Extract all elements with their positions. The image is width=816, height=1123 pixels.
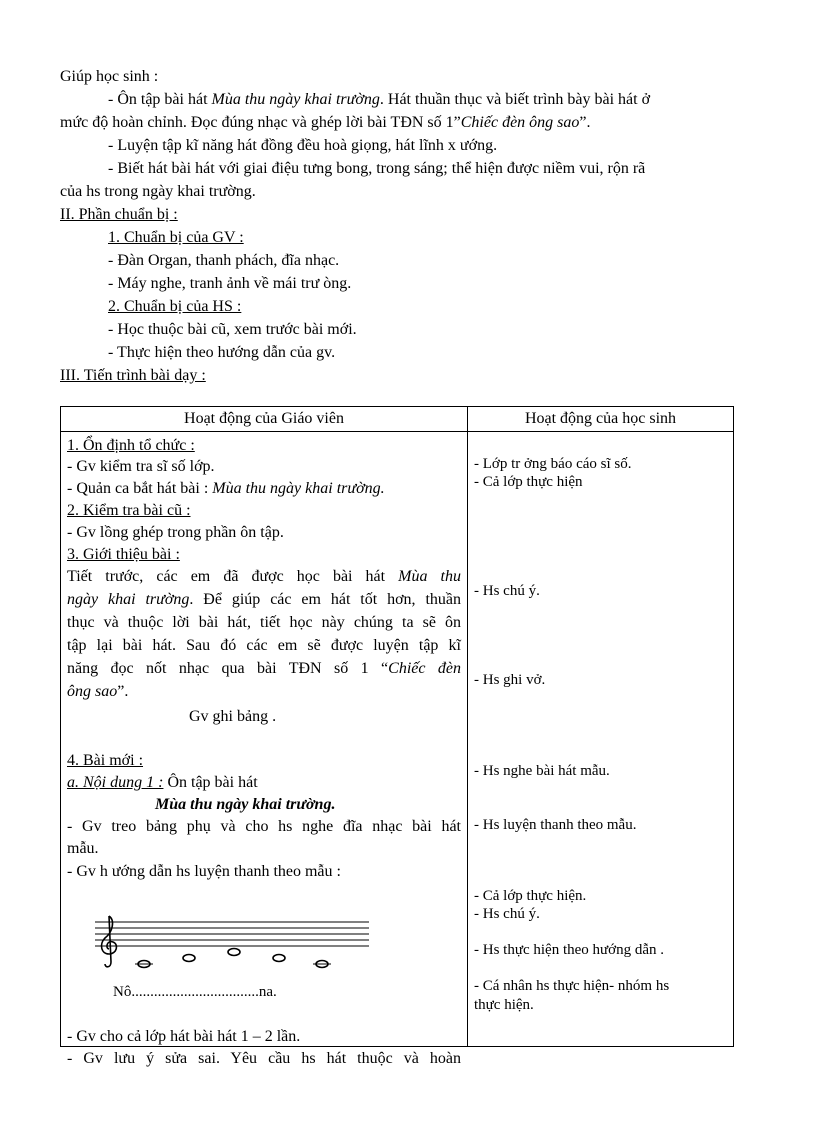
section-1-item-2-song: Mùa thu ngày khai trường.	[212, 480, 385, 497]
section-3-line-2-suffix: . Để giúp các em hát tốt hơn, thuần	[189, 591, 461, 608]
section-4-heading: 4. Bài mới :	[67, 752, 144, 769]
process-heading: III. Tiến trình bài dạy :	[60, 367, 206, 384]
section-3-paragraph-line-6	[67, 681, 128, 702]
note-3	[228, 949, 240, 956]
section-3-line-6-title: ông sao	[67, 683, 118, 700]
student-response-6: - Hs luyện thanh theo mẫu.	[474, 817, 637, 833]
lesson-activity-table	[60, 406, 734, 1067]
section-2-item-1: - Gv lồng ghép trong phần ôn tập.	[67, 524, 284, 541]
objective-1-line-2-suffix: ”.	[579, 114, 591, 131]
section-3-line-2-song: ngày khai trường	[67, 591, 190, 608]
objective-1-suffix: . Hát thuần thục và biết trình bày bài hát ở	[379, 91, 651, 108]
student-prep-item-2: - Thực hiện theo hướng dẫn của gv.	[108, 344, 336, 361]
table-header-row	[61, 407, 734, 432]
staff-lines	[95, 922, 369, 946]
prep-heading: II. Phần chuẩn bị :	[60, 206, 178, 223]
student-response-8: - Hs chú ý.	[474, 906, 540, 922]
objective-1-line-1	[108, 90, 756, 110]
staff-lyric-end: na.	[258, 984, 277, 1000]
objective-1-line-2-prefix: mức độ hoàn chỉnh. Đọc đúng nhạc và ghép lời bài TĐN số 1”	[60, 114, 461, 131]
student-prep-item-1: - Học thuộc bài cũ, xem trước bài mới.	[108, 321, 357, 338]
student-response-10: - Cá nhân hs thực hiện- nhóm hs	[474, 978, 670, 994]
section-1-item-2-prefix: - Quản ca bắt hát bài :	[67, 480, 213, 497]
vocal-warmup-staff	[91, 886, 371, 976]
staff-lyric	[113, 982, 277, 1003]
staff-notes	[135, 949, 331, 968]
content-1-label: a. Nội dung 1 :	[67, 774, 164, 791]
section-4-item-2: - Gv h ướng dẫn hs luyện thanh theo mẫu :	[67, 863, 341, 880]
student-response-4: - Hs ghi vở.	[474, 672, 546, 688]
staff-lyric-start: Nô	[113, 984, 132, 1000]
treble-clef-icon	[102, 916, 117, 967]
objective-2: - Luyện tập kĩ năng hát đồng đều hoà giọng, hát lĩnh x ướng.	[108, 137, 498, 154]
section-2-heading: 2. Kiểm tra bài cũ :	[67, 502, 191, 519]
section-3-line-1-prefix: Tiết trước, các em đã được học bài hát	[67, 568, 399, 585]
objective-1-prefix: - Ôn tập bài hát	[108, 91, 212, 108]
section-3-paragraph-line-5	[67, 658, 461, 679]
student-response-1: - Lớp tr ởng báo cáo sĩ số.	[474, 456, 632, 472]
student-response-2: - Cả lớp thực hiện	[474, 474, 583, 490]
objective-1-line-2	[60, 113, 591, 133]
section-3-heading: 3. Giới thiệu bài :	[67, 546, 180, 563]
board-note: Gv ghi bảng .	[189, 708, 277, 725]
section-3-paragraph-line-3: thục và thuộc lời bài hát, tiết học này chúng ta sẽ ôn	[67, 614, 461, 631]
section-4-item-1-line-2: mẫu.	[67, 840, 99, 857]
teacher-prep-heading: 1. Chuẩn bị của GV :	[108, 229, 244, 246]
objective-3-line-2: của hs trong ngày khai trường.	[60, 183, 256, 200]
objective-1-line-2-title: Chiếc đèn ông sao	[460, 114, 580, 131]
section-1-item-2	[67, 478, 385, 499]
student-response-11: thực hiện.	[474, 997, 534, 1013]
teacher-prep-item-1: - Đàn Organ, thanh phách, đĩa nhạc.	[108, 252, 340, 269]
help-students-label: Giúp học sinh :	[60, 68, 159, 85]
section-4-item-3: - Gv cho cả lớp hát bài hát 1 – 2 lần.	[67, 1028, 301, 1045]
student-column-header: Hoạt động của học sinh	[468, 407, 734, 432]
objective-1-song: Mùa thu ngày khai trường	[211, 91, 380, 108]
section-1-heading: 1. Ổn định tổ chức :	[67, 437, 195, 454]
student-response-3: - Hs chú ý.	[474, 583, 540, 599]
student-response-9: - Hs thực hiện theo hướng dẫn .	[474, 942, 664, 958]
section-4-item-1-line-1: - Gv treo bảng phụ và cho hs nghe đĩa nhạc bài hát	[67, 818, 461, 835]
section-3-paragraph-line-2	[67, 589, 461, 610]
teacher-column-header: Hoạt động của Giáo viên	[61, 407, 468, 432]
teacher-prep-item-2: - Máy nghe, tranh ảnh về mái trư òng.	[108, 275, 352, 292]
student-prep-heading: 2. Chuẩn bị của HS :	[108, 298, 242, 315]
content-1-text: Ôn tập bài hát	[163, 774, 258, 791]
content-1-line	[67, 772, 258, 793]
staff-lyric-dots: ..................................	[131, 984, 259, 1000]
teacher-activities-cell	[61, 432, 468, 1067]
section-3-line-1-song: Mùa thu	[398, 568, 461, 585]
objective-3-line-1: - Biết hát bài hát với giai điệu tưng bong, trong sáng; thể hiện được niềm vui, rộn rã	[108, 160, 646, 177]
section-4-item-4: - Gv lưu ý sửa sai. Yêu cầu hs hát thuộc và hoàn	[67, 1050, 461, 1067]
section-1-item-1: - Gv kiểm tra sĩ số lớp.	[67, 458, 215, 475]
note-2	[183, 955, 195, 962]
section-3-line-5-prefix: năng đọc nốt nhạc qua bài TĐN số 1 “	[67, 660, 389, 677]
student-response-5: - Hs nghe bài hát mẫu.	[474, 763, 610, 779]
note-4	[273, 955, 285, 962]
section-3-line-6-suffix: ”.	[117, 683, 129, 700]
section-3-line-5-title: Chiếc đèn	[388, 660, 462, 677]
table-body-row	[61, 432, 734, 1047]
student-response-7: - Cả lớp thực hiện.	[474, 888, 587, 904]
student-activities-cell	[468, 432, 734, 1047]
section-3-paragraph-line-4: tập lại bài hát. Sau đó các em sẽ được luyện tập kĩ	[67, 637, 461, 654]
section-3-paragraph-line-1	[67, 566, 461, 587]
content-1-song-title: Mùa thu ngày khai trường.	[155, 796, 336, 813]
